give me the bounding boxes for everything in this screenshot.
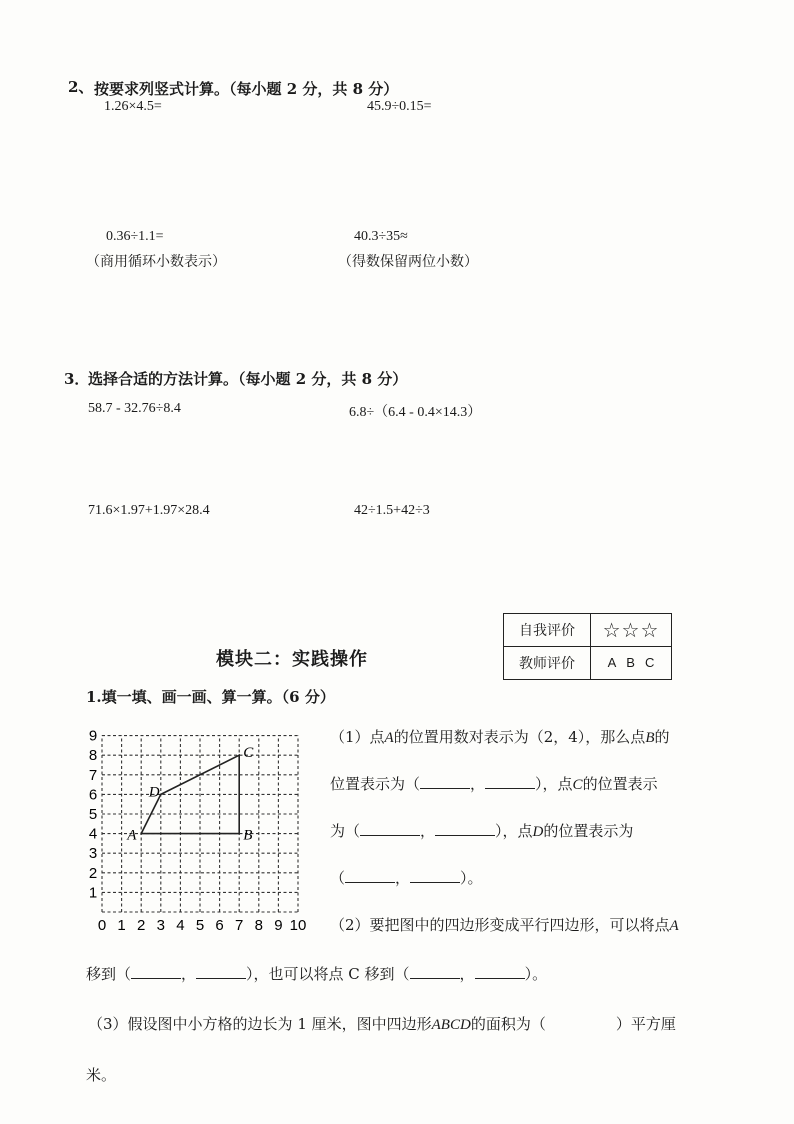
- module2-title: 模块二：实践操作: [216, 649, 368, 670]
- point-label-a: A: [127, 827, 137, 844]
- answer-c-x[interactable]: [360, 823, 420, 836]
- problem-2-3-note: （商用循环小数表示）: [86, 254, 226, 270]
- x-tick-label: 5: [195, 917, 205, 934]
- x-tick-label: 9: [274, 917, 283, 934]
- x-tick-label: 8: [254, 917, 263, 934]
- q1-part3-line1: （3）假设图中小方格的边长为 1 厘米，图中四边形ABCD的面积为（ ）平方厘: [88, 1015, 676, 1033]
- x-tick-label: 6: [215, 917, 224, 934]
- answer-c-y[interactable]: [435, 823, 495, 836]
- q1-part1-line2: 位置表示为（ ， ），点C的位置表示: [330, 775, 658, 793]
- answer-b-y[interactable]: [485, 776, 535, 789]
- x-tick-label: 0: [97, 917, 107, 934]
- answer-move-c-x[interactable]: [410, 966, 460, 979]
- grade-a[interactable]: A: [607, 655, 617, 670]
- problem-2-1: 1.26×4.5=: [104, 99, 162, 114]
- section2-number: 2、: [68, 78, 94, 96]
- q1-part1-line3: 为（ ， ），点D的位置表示为: [330, 822, 634, 840]
- point-label-c: C: [243, 745, 254, 762]
- problem-2-2: 45.9÷0.15=: [367, 99, 432, 114]
- self-eval-label: 自我评价: [504, 614, 591, 647]
- x-tick-label: 10: [289, 917, 307, 934]
- q1-title: 1.填一填、画一画、算一算。（6 分）: [86, 688, 335, 706]
- teacher-eval-label: 教师评价: [504, 647, 591, 680]
- x-tick-label: 7: [235, 917, 244, 934]
- x-tick-label: 2: [137, 917, 146, 934]
- x-tick-label: 4: [176, 917, 185, 934]
- y-tick-label: 5: [88, 806, 98, 823]
- answer-move-a-y[interactable]: [196, 966, 246, 979]
- teacher-eval-grades[interactable]: [591, 647, 672, 680]
- grade-b[interactable]: B: [626, 655, 635, 670]
- coordinate-grid: [82, 718, 322, 938]
- q1-part2-line1: （2）要把图中的四边形变成平行四边形，可以将点A: [330, 916, 679, 934]
- y-tick-label: 1: [88, 884, 98, 902]
- answer-b-x[interactable]: [420, 776, 470, 789]
- problem-3-4: 42÷1.5+42÷3: [354, 503, 430, 518]
- problem-2-4-note: （得数保留两位小数）: [338, 254, 478, 270]
- point-label-b: B: [243, 827, 253, 844]
- x-tick-label: 1: [117, 917, 126, 934]
- y-tick-label: 9: [88, 727, 98, 745]
- q1-part1-line4: （ ， ）。: [330, 869, 483, 887]
- q1-part1-line1: （1）点A的位置用数对表示为（2，4），那么点B的: [330, 728, 670, 746]
- evaluation-table: [503, 613, 672, 680]
- answer-move-c-y[interactable]: [475, 966, 525, 979]
- section3-number: 3．: [64, 370, 90, 388]
- y-tick-label: 6: [88, 786, 98, 804]
- problem-3-2: 6.8÷（6.4 - 0.4×14.3）: [349, 405, 482, 420]
- problem-3-1: 58.7 - 32.76÷8.4: [88, 401, 181, 416]
- answer-d-y[interactable]: [410, 870, 460, 883]
- problem-3-3: 71.6×1.97+1.97×28.4: [88, 503, 210, 518]
- x-tick-label: 3: [156, 917, 165, 934]
- point-label-d: D: [148, 784, 160, 801]
- y-tick-label: 3: [88, 845, 98, 863]
- q1-part3-line2: 米。: [86, 1066, 117, 1084]
- y-tick-label: 7: [88, 766, 98, 784]
- y-tick-label: 4: [88, 825, 98, 843]
- y-tick-label: 8: [88, 747, 98, 765]
- section2-title: 按要求列竖式计算。（每小题 2 分，共 8 分）: [94, 80, 399, 98]
- problem-2-3: 0.36÷1.1=: [106, 229, 164, 244]
- self-eval-stars[interactable]: ☆☆☆: [591, 614, 672, 647]
- section3-title: 选择合适的方法计算。（每小题 2 分，共 8 分）: [88, 370, 408, 388]
- y-tick-label: 2: [88, 864, 98, 882]
- problem-2-4: 40.3÷35≈: [354, 229, 408, 244]
- answer-d-x[interactable]: [345, 870, 395, 883]
- answer-move-a-x[interactable]: [131, 966, 181, 979]
- q1-part2-line2: 移到（ ， ），也可以将点 C 移到（ ， ）。: [86, 965, 548, 983]
- grade-c[interactable]: C: [644, 655, 655, 670]
